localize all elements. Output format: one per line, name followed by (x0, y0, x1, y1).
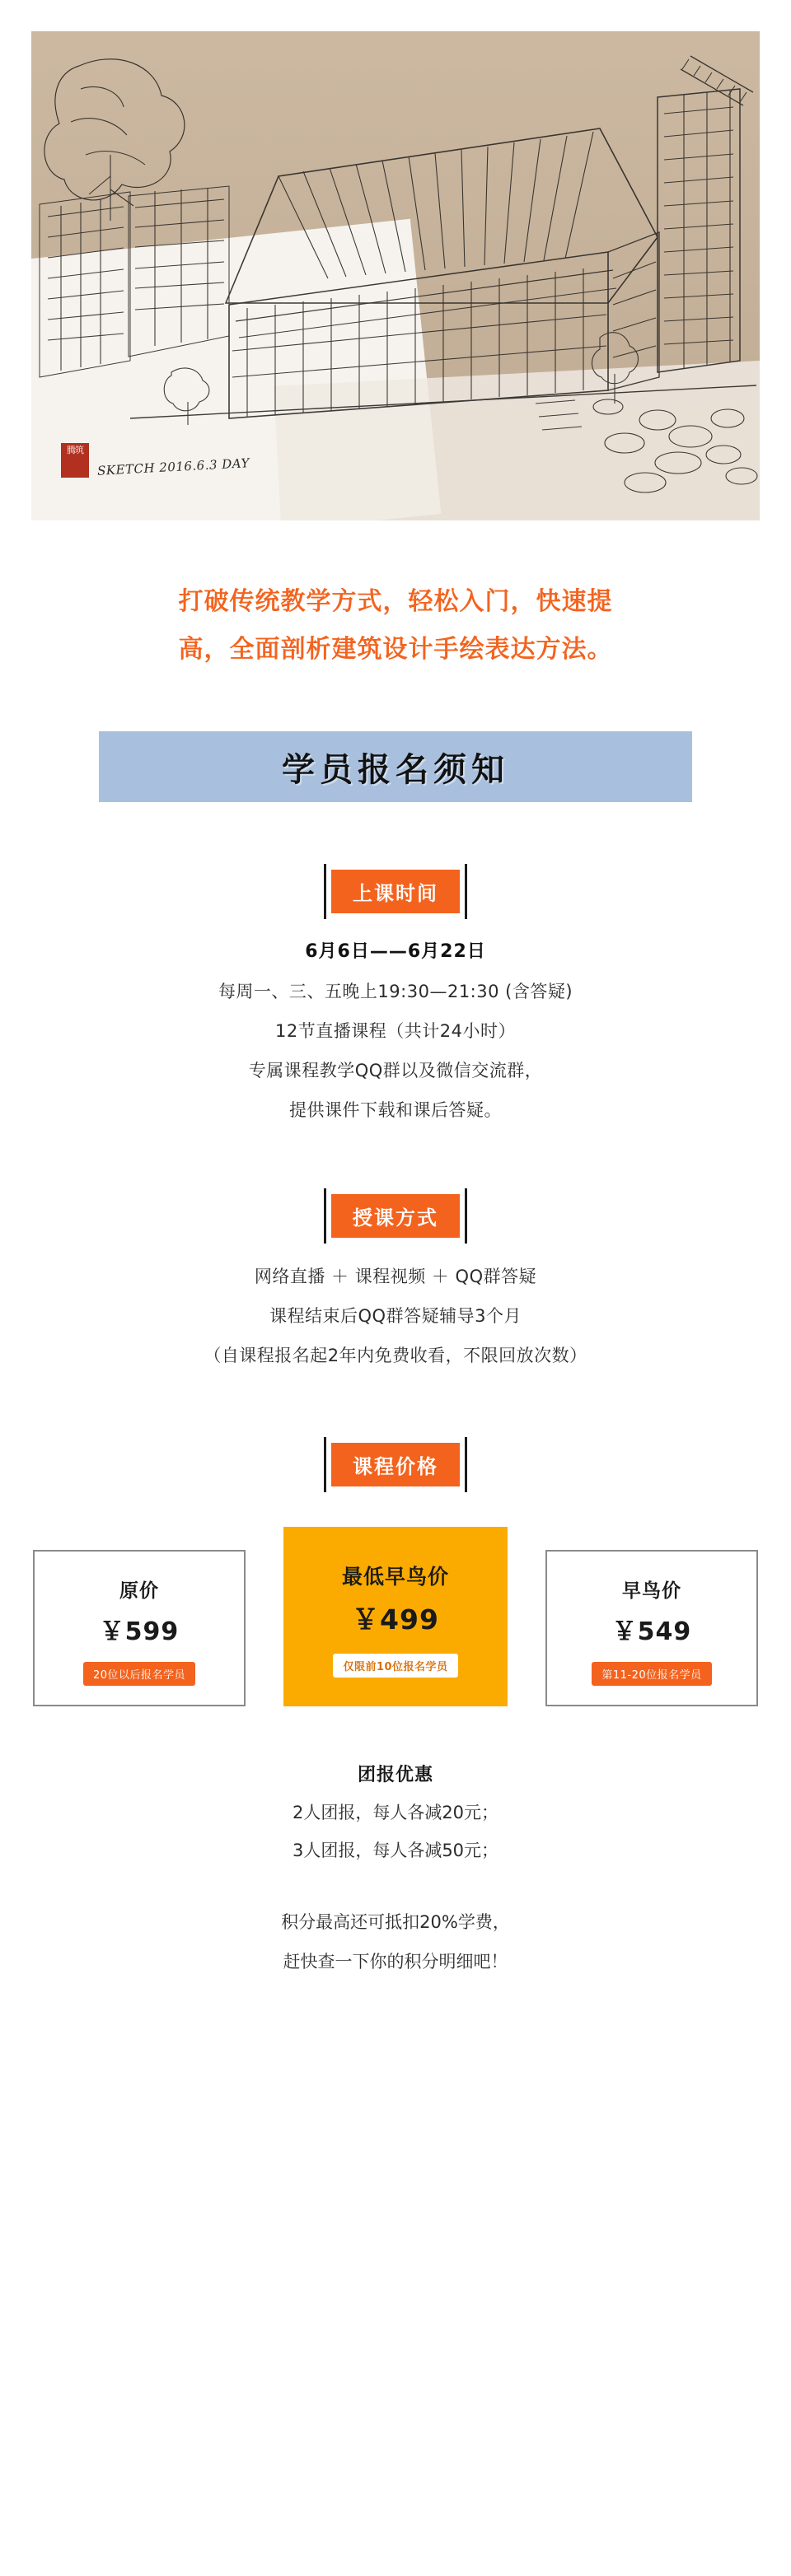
price-card-amount: ￥599 (99, 1617, 180, 1646)
artist-signature: SKETCH 2016.6.3 DAY (96, 455, 250, 478)
section-heading-class-time (0, 865, 791, 917)
section-class-time (0, 865, 791, 1130)
architecture-sketch-icon (31, 31, 760, 520)
hero-image-frame (31, 31, 760, 520)
section-teaching-method (0, 1189, 791, 1375)
main-banner (99, 731, 692, 802)
section-heading-course-price (0, 1438, 791, 1491)
price-card-amount: ￥499 (352, 1603, 439, 1636)
text-line: 专属课程教学QQ群以及微信交流群， (248, 1061, 543, 1080)
price-card-amount: ￥549 (611, 1617, 692, 1646)
points-note-block (0, 1902, 791, 2039)
page-title: 学员报名须知 (282, 750, 509, 789)
section-heading-label: 上课时间 (331, 870, 460, 913)
group-discount-title: 团报优惠 (357, 1765, 433, 1785)
price-card-title: 原价 (119, 1580, 159, 1602)
price-card-early-bird-lowest[interactable] (283, 1527, 508, 1706)
price-card-tag: 仅限前10位报名学员 (333, 1654, 457, 1678)
text-line: 课程结束后QQ群答疑辅导3个月 (269, 1306, 522, 1326)
main-banner-bar (99, 731, 692, 802)
price-card-title: 最低早鸟价 (341, 1565, 449, 1589)
text-line: （自课程报名起2年内免费收看，不限回放次数） (204, 1346, 587, 1365)
section-body-teaching-method (0, 1257, 791, 1375)
section-heading-teaching-method (0, 1189, 791, 1242)
text-line: 网络直播 ＋ 课程视频 ＋ QQ群答疑 (254, 1267, 537, 1286)
artist-seal-icon: 腾筑 (61, 443, 89, 478)
text-line: 每周一、三、五晚上19:30—21:30 (含答疑) (218, 982, 573, 1001)
text-line: 提供课件下载和课后答疑。 (289, 1100, 502, 1120)
group-discount-block (0, 1757, 791, 1869)
slogan (70, 578, 721, 674)
price-card-original[interactable] (33, 1550, 246, 1706)
text-line: 2人团报，每人各减20元； (292, 1803, 499, 1822)
price-card-tag: 20位以后报名学员 (83, 1662, 195, 1686)
section-course-price (0, 1438, 791, 2039)
section-heading-label: 课程价格 (331, 1443, 460, 1486)
hero-illustration (0, 0, 791, 527)
text-line: 赶快查一下你的积分明细吧！ (283, 1952, 508, 1972)
text-line: 积分最高还可抵扣20%学费， (281, 1912, 510, 1932)
price-card-early-bird[interactable] (545, 1550, 758, 1706)
price-card-tag: 第11-20位报名学员 (592, 1662, 711, 1686)
section-heading-label: 授课方式 (331, 1194, 460, 1238)
price-card-row (33, 1527, 758, 1706)
price-card-title: 早鸟价 (622, 1580, 681, 1602)
slogan-line-2: 高，全面剖析建筑设计手绘表达方法。 (178, 635, 613, 664)
slogan-line-1: 打破传统教学方式，轻松入门，快速提 (178, 587, 613, 616)
section-body-class-time (0, 932, 791, 1130)
text-line: 3人团报，每人各减50元； (292, 1841, 499, 1860)
text-line: 6月6日——6月22日 (305, 941, 486, 962)
text-line: 12节直播课程（共计24小时） (275, 1021, 516, 1041)
